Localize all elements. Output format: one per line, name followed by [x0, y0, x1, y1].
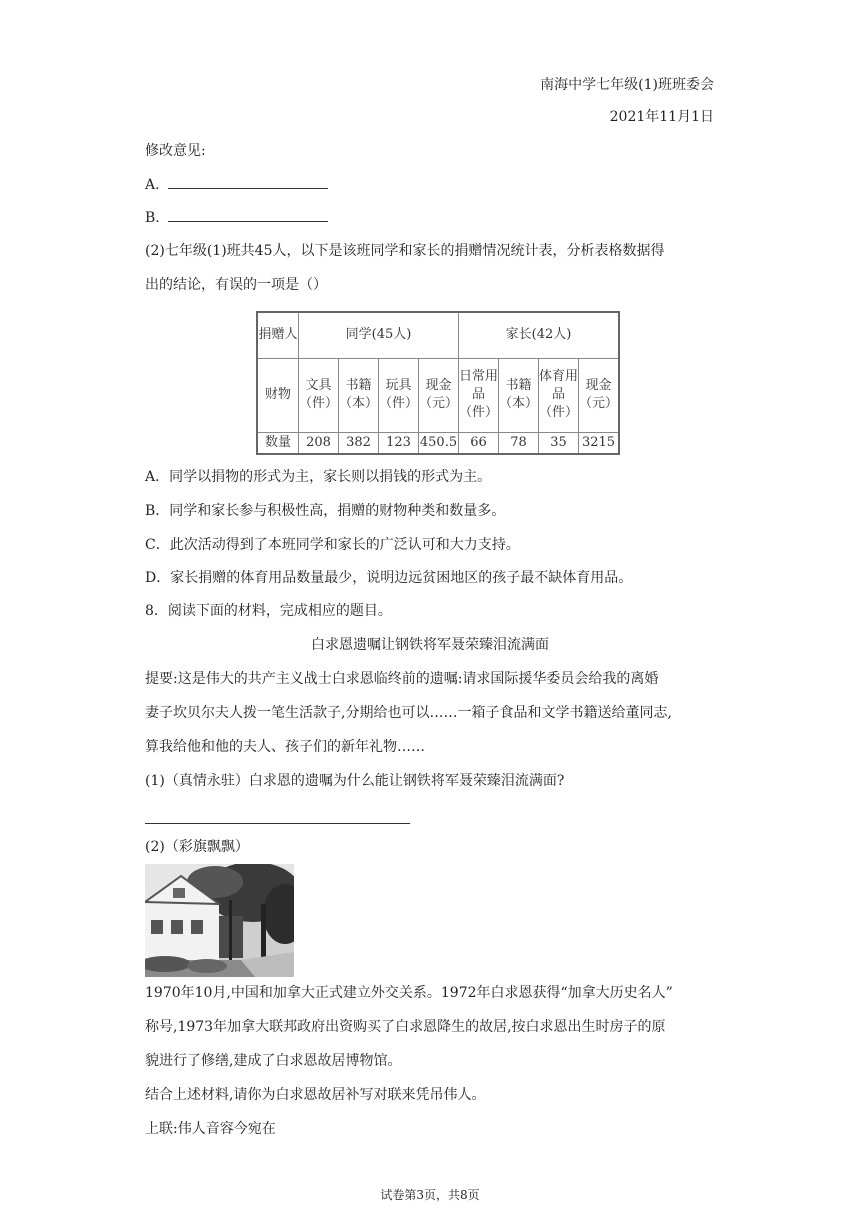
passage-line: 妻子坎贝尔夫人拨一笔生活款子,分期给也可以……一箱子食品和文学书籍送给董同志,: [145, 705, 672, 721]
question-2-line1: (2)七年级(1)班共45人，以下是该班同学和家长的捐赠情况统计表，分析表格数据得: [145, 243, 665, 259]
answer-line-1[interactable]: [145, 823, 410, 824]
revision-a: [145, 175, 328, 195]
passage-line: 算我给他和他的夫人、孩子们的新年礼物……: [145, 739, 425, 755]
column-header: 书籍（本）: [339, 358, 379, 432]
revision-title: 修改意见:: [145, 143, 206, 159]
option-b[interactable]: B．同学和家长参与积极性高，捐赠的财物种类和数量多。: [145, 503, 506, 519]
table-cell: 123: [379, 432, 419, 454]
table-cell: 3215: [579, 432, 620, 454]
quantity-label: 数量: [257, 432, 299, 454]
passage-title: 白求恩遗嘱让钢铁将军聂荣臻泪流满面: [311, 637, 549, 653]
table-cell: 382: [339, 432, 379, 454]
table-cell: 78: [499, 432, 539, 454]
page-footer: 试卷第3页，共8页: [380, 1188, 480, 1202]
option-d[interactable]: D．家长捐赠的体育用品数量最少，说明边远贫困地区的孩子最不缺体育用品。: [145, 570, 633, 586]
revision-b-label: B.: [145, 210, 160, 226]
donation-table: [256, 311, 620, 455]
items-label: 财物: [257, 358, 299, 432]
passage-line: 貌进行了修缮,建成了白求恩故居博物馆。: [145, 1053, 402, 1069]
table-cell: 450.5: [419, 432, 459, 454]
sub-question-2: (2)（彩旗飘飘）: [145, 839, 249, 855]
students-header: 同学(45人): [299, 312, 459, 358]
column-header: 文具（件）: [299, 358, 339, 432]
revision-b: [145, 208, 328, 228]
column-header: 日常用品（件）: [459, 358, 499, 432]
column-header: 现金（元）: [579, 358, 620, 432]
passage-line: 1970年10月,中国和加拿大正式建立外交关系。1972年白求恩获得“加拿大历史名人”: [145, 985, 673, 1001]
signature-date: 2021年11月1日: [609, 109, 714, 125]
couplet-upper: 上联:伟人音容今宛在: [145, 1121, 276, 1137]
committee-signature: 南海中学七年级(1)班班委会: [540, 77, 714, 93]
question-2-line2: 出的结论，有误的一项是（）: [145, 277, 327, 293]
revision-a-label: A.: [145, 177, 160, 193]
couplet-prompt: 结合上述材料,请你为白求恩故居补写对联来凭吊伟人。: [145, 1087, 486, 1103]
question-8-intro: 8．阅读下面的材料，完成相应的题目。: [145, 603, 392, 619]
column-header: 现金（元）: [419, 358, 459, 432]
table-cell: 35: [539, 432, 579, 454]
table-cell: 66: [459, 432, 499, 454]
answer-blank-a[interactable]: [168, 176, 328, 189]
sub-question-1: (1)（真情永驻）白求恩的遗嘱为什么能让钢铁将军聂荣臻泪流满面?: [145, 773, 565, 789]
table-cell: 208: [299, 432, 339, 454]
option-a[interactable]: A．同学以捐物的形式为主，家长则以捐钱的形式为主。: [145, 469, 492, 485]
donor-header: 捐赠人: [257, 312, 299, 358]
column-header: 玩具（件）: [379, 358, 419, 432]
column-header: 书籍（本）: [499, 358, 539, 432]
passage-line: 称号,1973年加拿大联邦政府出资购买了白求恩降生的故居,按白求恩出生时房子的原: [145, 1019, 666, 1035]
parents-header: 家长(42人): [459, 312, 620, 358]
answer-blank-b[interactable]: [168, 209, 328, 222]
passage-line: 提要:这是伟大的共产主义战士白求恩临终前的遗嘱:请求国际援华委员会给我的离婚: [145, 671, 659, 687]
option-c[interactable]: C．此次活动得到了本班同学和家长的广泛认可和大力支持。: [145, 537, 520, 553]
bethune-house-photo: [145, 864, 294, 977]
column-header: 体育用品（件）: [539, 358, 579, 432]
